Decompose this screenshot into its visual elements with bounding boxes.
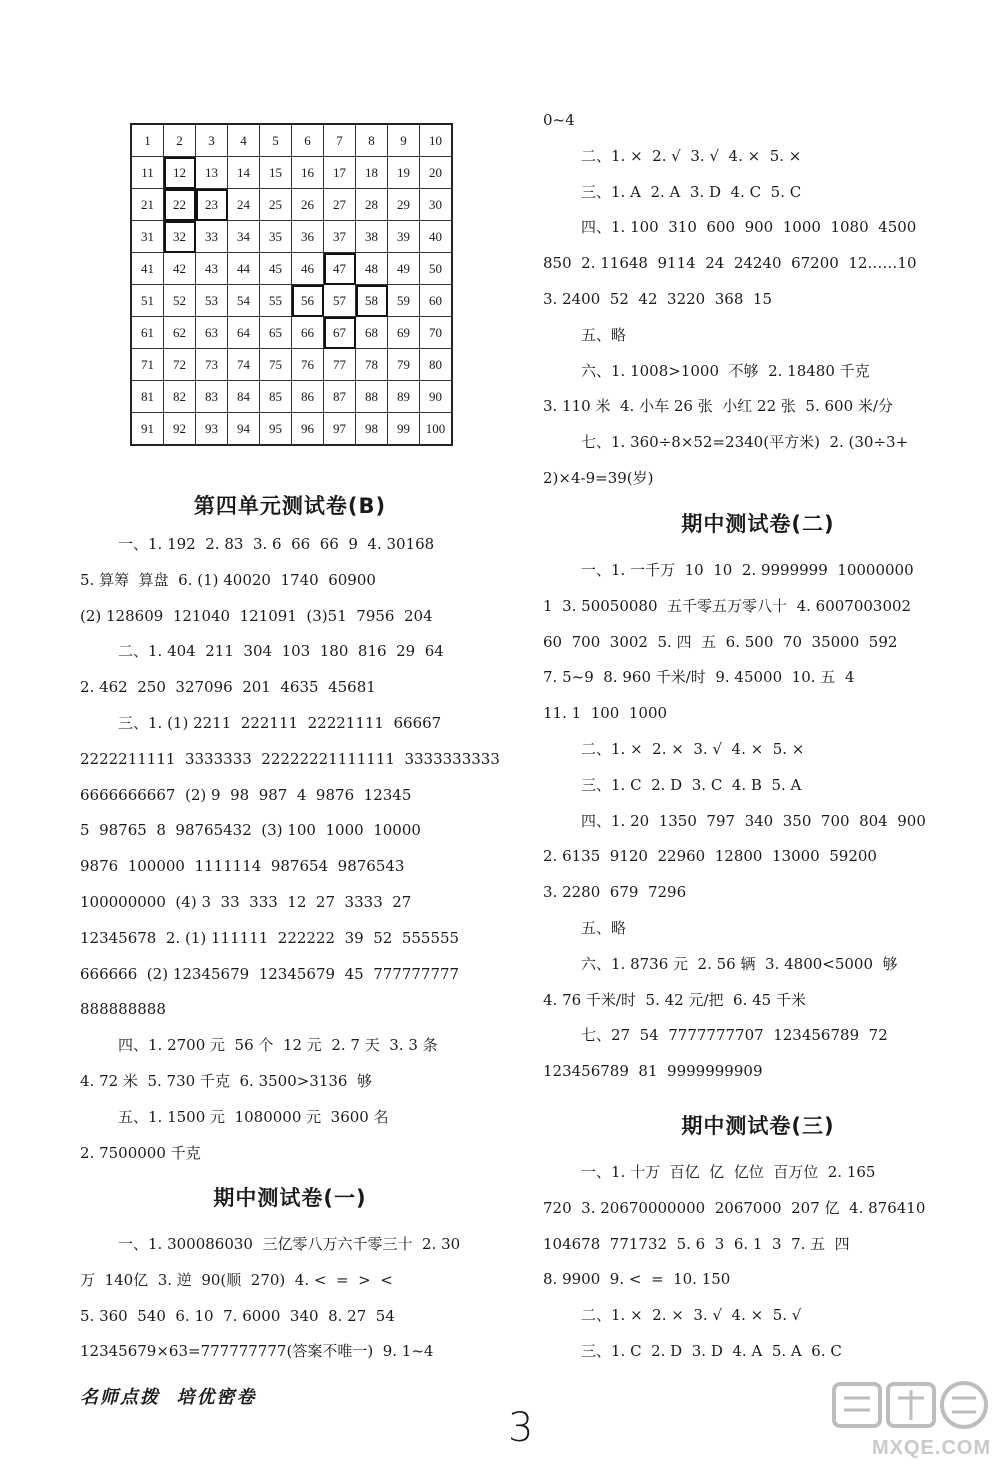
- grid-cell: 53: [196, 285, 228, 317]
- answer-line: 888888888: [80, 1000, 166, 1019]
- grid-cell: 10: [420, 124, 453, 157]
- grid-row: [131, 221, 452, 253]
- grid-cell: 45: [260, 253, 292, 285]
- grid-row: [131, 381, 452, 413]
- grid-cell: 88: [356, 381, 388, 413]
- answer-line: 一、1. 192 2. 83 3. 6 66 66 9 4. 30168: [118, 535, 435, 553]
- grid-cell: 72: [164, 349, 196, 381]
- grid-cell: 96: [292, 413, 324, 446]
- answer-line: 二、1. × 2. × 3. √ 4. × 5. ×: [581, 739, 805, 758]
- grid-cell: 18: [356, 157, 388, 189]
- grid-cell: 34: [228, 221, 260, 253]
- unit4b-title: 第四单元测试卷(B): [193, 494, 387, 518]
- grid-cell: 77: [324, 349, 356, 381]
- grid-cell: 47: [324, 253, 356, 285]
- grid-cell: 22: [164, 189, 196, 221]
- grid-cell: 92: [164, 413, 196, 446]
- grid-row: [131, 157, 452, 189]
- grid-cell: 89: [388, 381, 420, 413]
- grid-cell: 76: [292, 349, 324, 381]
- grid-cell: 57: [324, 285, 356, 317]
- page-number: 3: [508, 1405, 534, 1451]
- answer-line: 三、1. A 2. A 3. D 4. C 5. C: [581, 182, 802, 201]
- answer-line: 11. 1 100 1000: [543, 704, 668, 723]
- grid-cell: 98: [356, 413, 388, 446]
- grid-cell: 70: [420, 317, 453, 349]
- grid-cell: 54: [228, 285, 260, 317]
- mid3-title: 期中测试卷(三): [681, 1114, 835, 1138]
- grid-cell: 9: [388, 124, 420, 157]
- grid-cell: 40: [420, 221, 453, 253]
- grid-cell: 65: [260, 317, 292, 349]
- answer-line: 720 3. 20670000000 2067000 207 亿 4. 876410: [543, 1198, 926, 1217]
- grid-cell: 6: [292, 124, 324, 157]
- answer-line: 9876 100000 1111114 987654 9876543: [80, 857, 405, 876]
- answer-line: 二、1. × 2. × 3. √ 4. × 5. √: [581, 1306, 802, 1325]
- answer-line: 104678 771732 5. 6 3 6. 1 3 7. 五 四: [543, 1234, 850, 1253]
- answer-line: 2222211111 3333333 22222221111111 3333333333: [80, 749, 500, 768]
- answer-line: 1 3. 50050080 五千零五万零八十 4. 6007003002: [543, 596, 912, 615]
- answer-line: 一、1. 300086030 三亿零八万六千零三十 2. 30: [118, 1235, 461, 1253]
- right-column-mid2: [543, 503, 973, 1090]
- grid-cell: 21: [131, 189, 164, 221]
- grid-row: [131, 253, 452, 285]
- answer-line: 七、27 54 7777777707 123456789 72: [581, 1026, 888, 1045]
- answer-line: 3. 2400 52 42 3220 368 15: [543, 289, 772, 308]
- answer-line: 三、1. C 2. D 3. D 4. A 5. A 6. C: [581, 1341, 842, 1360]
- grid-cell: 61: [131, 317, 164, 349]
- answer-line: 666666 (2) 12345679 12345679 45 777777777: [80, 964, 460, 983]
- grid-cell: 63: [196, 317, 228, 349]
- grid-cell: 93: [196, 413, 228, 446]
- grid-cell: 79: [388, 349, 420, 381]
- grid-cell: 13: [196, 157, 228, 189]
- previous-test-continued-answers: [543, 103, 973, 497]
- grid-cell: 1: [131, 124, 164, 157]
- answer-line: 2. 462 250 327096 201 4635 45681: [80, 678, 376, 697]
- grid-cell: 84: [228, 381, 260, 413]
- grid-cell: 38: [356, 221, 388, 253]
- grid-cell: 35: [260, 221, 292, 253]
- grid-cell: 86: [292, 381, 324, 413]
- grid-cell: 67: [324, 317, 356, 349]
- answer-line: 4. 72 米 5. 730 千克 6. 3500>3136 够: [80, 1071, 373, 1090]
- grid-cell: 62: [164, 317, 196, 349]
- answer-line: 五、略: [581, 325, 627, 344]
- answer-line: 2)×4-9=39(岁): [543, 468, 654, 487]
- answer-line: 100000000 (4) 3 33 333 12 27 3333 27: [80, 892, 412, 911]
- grid-cell: 11: [131, 157, 164, 189]
- answer-line: 2. 6135 9120 22960 12800 13000 59200: [543, 847, 877, 866]
- grid-cell: 17: [324, 157, 356, 189]
- grid-cell: 27: [324, 189, 356, 221]
- grid-cell: 100: [420, 413, 453, 446]
- grid-row: [131, 413, 452, 446]
- grid-cell: 74: [228, 349, 260, 381]
- right-column-mid3: [543, 1105, 973, 1370]
- answer-line: 60 700 3002 5. 四 五 6. 500 70 35000 592: [543, 632, 898, 651]
- unit4b-answers: [80, 527, 500, 1171]
- grid-cell: 75: [260, 349, 292, 381]
- grid-cell: 8: [356, 124, 388, 157]
- grid-row: [131, 189, 452, 221]
- answer-line: 4. 76 千米/时 5. 42 元/把 6. 45 千米: [543, 990, 806, 1009]
- answer-line: 3. 2280 679 7296: [543, 883, 687, 902]
- grid-cell: 58: [356, 285, 388, 317]
- answer-line: 123456789 81 9999999909: [543, 1062, 763, 1081]
- grid-cell: 12: [164, 157, 196, 189]
- grid-cell: 20: [420, 157, 453, 189]
- answer-line: 二、1. 404 211 304 103 180 816 29 64: [118, 642, 444, 661]
- answer-line: 一、1. 十万 百亿 亿 亿位 百万位 2. 165: [581, 1163, 876, 1181]
- answer-line: 万 140亿 3. 逆 90(顺 270) 4. < = > <: [80, 1270, 393, 1289]
- grid-cell: 87: [324, 381, 356, 413]
- mid2-answers: [543, 553, 973, 1090]
- grid-cell: 15: [260, 157, 292, 189]
- grid-cell: 91: [131, 413, 164, 446]
- answer-line: 四、1. 2700 元 56 个 12 元 2. 7 天 3. 3 条: [118, 1036, 438, 1055]
- grid-cell: 59: [388, 285, 420, 317]
- answer-line: 一、1. 一千万 10 10 2. 9999999 10000000: [581, 561, 914, 579]
- grid-cell: 19: [388, 157, 420, 189]
- grid-cell: 33: [196, 221, 228, 253]
- grid-cell: 55: [260, 285, 292, 317]
- grid-cell: 81: [131, 381, 164, 413]
- answer-line: 五、略: [581, 918, 627, 937]
- grid-cell: 26: [292, 189, 324, 221]
- grid-cell: 23: [196, 189, 228, 221]
- grid-cell: 52: [164, 285, 196, 317]
- grid-cell: 2: [164, 124, 196, 157]
- grid-cell: 69: [388, 317, 420, 349]
- grid-cell: 5: [260, 124, 292, 157]
- answer-line: 850 2. 11648 9114 24 24240 67200 12……10: [543, 254, 917, 273]
- grid-cell: 97: [324, 413, 356, 446]
- grid-cell: 66: [292, 317, 324, 349]
- answer-line: 8. 9900 9. < = 10. 150: [543, 1270, 731, 1289]
- grid-row: [131, 349, 452, 381]
- grid-cell: 32: [164, 221, 196, 253]
- grid-cell: 30: [420, 189, 453, 221]
- answer-line: 3. 110 米 4. 小车 26 张 小红 22 张 5. 600 米/分: [543, 397, 893, 416]
- grid-cell: 51: [131, 285, 164, 317]
- answer-line: (2) 128609 121040 121091 (3)51 7956 204: [80, 606, 433, 625]
- answer-line: 5. 算筹 算盘 6. (1) 40020 1740 60900: [80, 570, 376, 589]
- answer-line: 六、1. 8736 元 2. 56 辆 3. 4800<5000 够: [581, 954, 898, 973]
- mid1-title: 期中测试卷(一): [213, 1186, 367, 1210]
- grid-cell: 14: [228, 157, 260, 189]
- grid-row: [131, 124, 452, 157]
- mid3-answers: [543, 1155, 973, 1370]
- grid-cell: 49: [388, 253, 420, 285]
- grid-cell: 73: [196, 349, 228, 381]
- answer-line: 三、1. (1) 2211 222111 22221111 66667: [118, 713, 442, 732]
- grid-cell: 94: [228, 413, 260, 446]
- answer-line: 三、1. C 2. D 3. C 4. B 5. A: [581, 775, 802, 794]
- grid-cell: 85: [260, 381, 292, 413]
- grid-cell: 25: [260, 189, 292, 221]
- grid-cell: 50: [420, 253, 453, 285]
- grid-cell: 68: [356, 317, 388, 349]
- grid-cell: 43: [196, 253, 228, 285]
- answer-line: 7. 5~9 8. 960 千米/时 9. 45000 10. 五 4: [543, 668, 855, 687]
- answer-line: 四、1. 100 310 600 900 1000 1080 4500: [581, 218, 917, 237]
- grid-cell: 31: [131, 221, 164, 253]
- answer-line: 0~4: [543, 111, 575, 129]
- answer-line: 12345679×63=777777777(答案不唯一) 9. 1~4: [80, 1342, 434, 1361]
- grid-cell: 90: [420, 381, 453, 413]
- grid-cell: 16: [292, 157, 324, 189]
- grid-cell: 42: [164, 253, 196, 285]
- answer-line: 四、1. 20 1350 797 340 350 700 804 900: [581, 811, 926, 830]
- answer-line: 五、1. 1500 元 1080000 元 3600 名: [118, 1107, 389, 1126]
- mid1-answers: [80, 1227, 500, 1370]
- answer-line: 5 98765 8 98765432 (3) 100 1000 10000: [80, 821, 421, 840]
- answer-line: 二、1. × 2. √ 3. √ 4. × 5. ×: [581, 146, 802, 165]
- grid-cell: 99: [388, 413, 420, 446]
- answer-line: 12345678 2. (1) 111111 222222 39 52 555555: [80, 928, 460, 947]
- left-column-mid1: [80, 1177, 500, 1370]
- grid-cell: 56: [292, 285, 324, 317]
- grid-cell: 37: [324, 221, 356, 253]
- grid-cell: 60: [420, 285, 453, 317]
- answer-line: 6666666667 (2) 9 98 987 4 9876 12345: [80, 785, 412, 804]
- grid-row: [131, 317, 452, 349]
- grid-cell: 44: [228, 253, 260, 285]
- grid-cell: 39: [388, 221, 420, 253]
- grid-cell: 28: [356, 189, 388, 221]
- grid-cell: 41: [131, 253, 164, 285]
- grid-cell: 46: [292, 253, 324, 285]
- watermark-url: MXQE.COM: [872, 1437, 992, 1459]
- grid-cell: 83: [196, 381, 228, 413]
- grid-cell: 24: [228, 189, 260, 221]
- grid-cell: 48: [356, 253, 388, 285]
- grid-cell: 78: [356, 349, 388, 381]
- grid-cell: 82: [164, 381, 196, 413]
- series-brand: 名师点拨 培优密卷: [80, 1387, 257, 1408]
- right-column: [543, 103, 973, 497]
- grid-cell: 80: [420, 349, 453, 381]
- grid-cell: 64: [228, 317, 260, 349]
- grid-cell: 4: [228, 124, 260, 157]
- watermark-logo-icon: [830, 1376, 990, 1434]
- grid-cell: 3: [196, 124, 228, 157]
- mid2-title: 期中测试卷(二): [681, 512, 835, 536]
- left-column: [80, 485, 500, 1171]
- grid-row: [131, 285, 452, 317]
- hundred-number-grid: [130, 123, 453, 446]
- grid-cell: 29: [388, 189, 420, 221]
- grid-cell: 7: [324, 124, 356, 157]
- answer-line: 六、1. 1008>1000 不够 2. 18480 千克: [581, 361, 870, 380]
- answer-line: 5. 360 540 6. 10 7. 6000 340 8. 27 54: [80, 1306, 395, 1325]
- grid-cell: 36: [292, 221, 324, 253]
- answer-line: 2. 7500000 千克: [80, 1143, 201, 1162]
- grid-cell: 95: [260, 413, 292, 446]
- answer-line: 七、1. 360÷8×52=2340(平方米) 2. (30÷3+: [581, 433, 909, 452]
- grid-cell: 71: [131, 349, 164, 381]
